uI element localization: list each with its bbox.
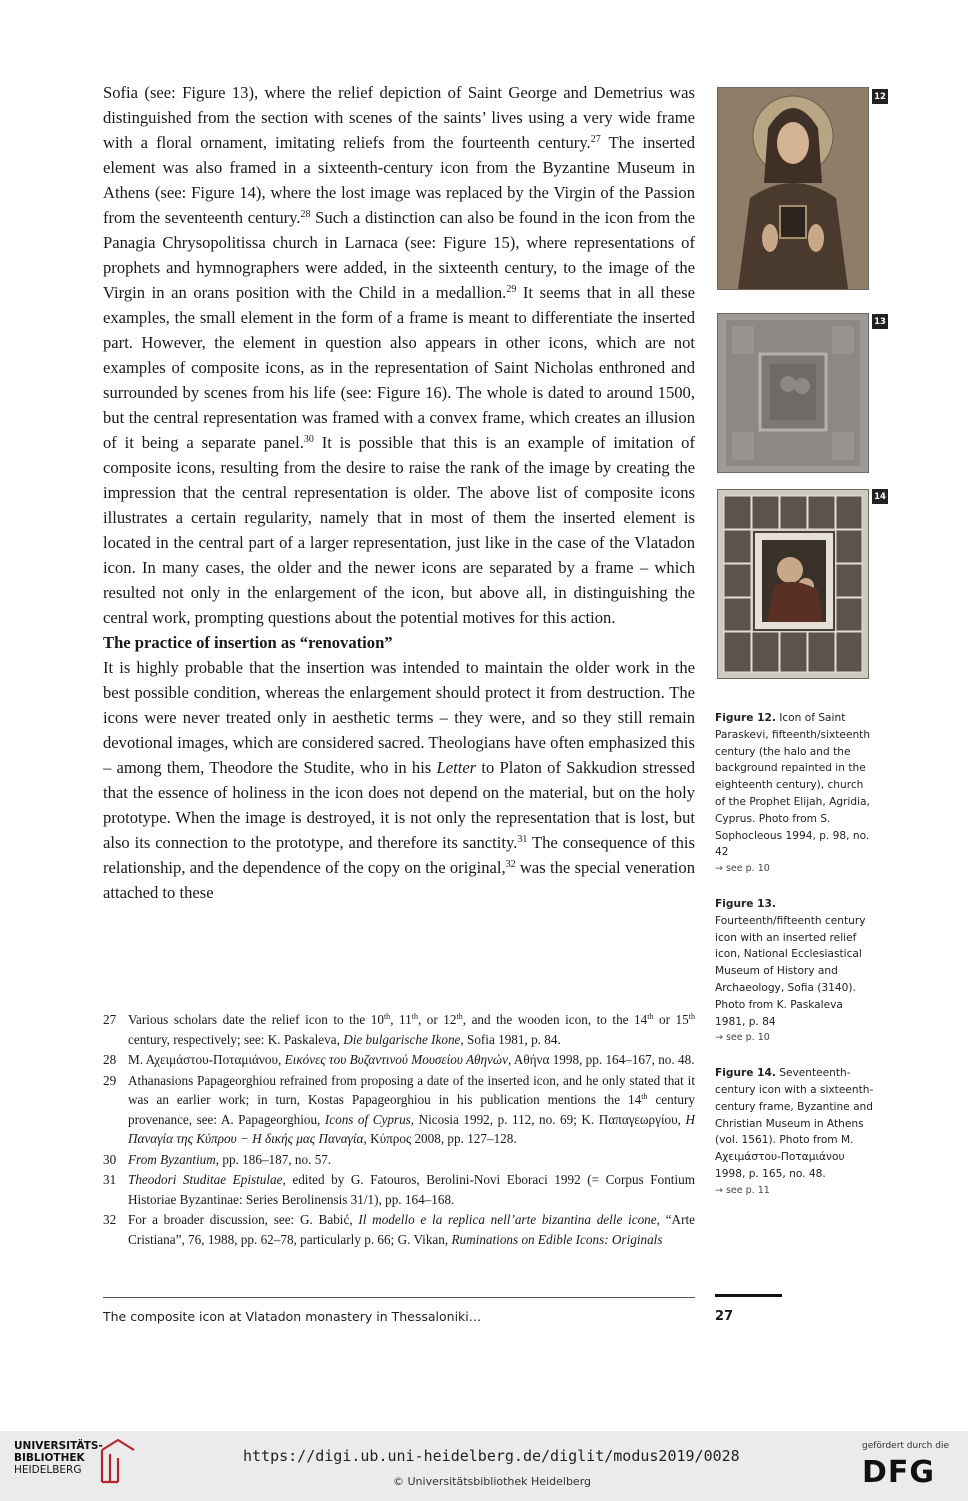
figure-captions (715, 710, 875, 1218)
footnote-number: 31 (103, 1172, 117, 1187)
see-page-link[interactable]: → see p. 10 (715, 863, 770, 875)
text-run: , Nicosia 1992, p. 112, no. 69; Κ. Παπαγεωργίου, (410, 1111, 686, 1127)
text-run: to Platon of Sakkudion stressed that the essence of holiness in the icon does not depend on the material, but on the holy prototype. When the image is destroyed, it is not only the representation that is lost, but also its connection to the prototype, and therefore its sanctity. (103, 758, 695, 852)
sup-run: th (641, 1092, 648, 1101)
text-run: or 15 (653, 1012, 689, 1027)
figure-12-number: 12 (872, 89, 888, 104)
footnotes (103, 1010, 695, 1250)
page-number-bar (715, 1294, 782, 1297)
running-title: The composite icon at Vlatadon monastery in Thessaloniki… (103, 1309, 482, 1324)
footnote-ref-29[interactable]: 29 (506, 284, 517, 295)
footnote-number: 30 (103, 1151, 117, 1167)
paragraph-1 (103, 80, 695, 630)
text-run: , edited by G. Fatouros, Berolini-Novi Eboraci 1992 (= Corpus Fontium Historiae Byzantinae: Series Berolinensis 31/1), pp. 164–168. (128, 1172, 695, 1207)
caption-text: Seventeenth-century icon with a sixteenth-century frame, Byzantine and Christian Museum in Athens (vol. 1561). Photo from M. Αχειμάστου-Ποταμιάνου 1998, p. 165, no. 48. (715, 1067, 874, 1180)
copyright-notice: © Universitätsbibliothek Heidelberg (393, 1475, 592, 1488)
section-heading: The practice of insertion as “renovation” (103, 633, 393, 652)
text-run: It is possible that this is an example of imitation of composite icons, resulting from the desire to raise the rank of the image by creating the impression that the central representation is older. The above list of composite icons illustrates a certain regularity, namely that in most of them the inserted element is located in the central part of a larger representation, just like in the case of the Vlatadon icon. In many cases, the older and the newer icons are separated by a frame – which resulted not only in the enlargement of the icon, but above all, in distinguishing the central work, prompting questions about the potential motives for this action. (103, 433, 695, 627)
footnote-text (128, 1050, 695, 1070)
caption-figure-14 (715, 1065, 875, 1199)
framed-icon-picture (718, 490, 868, 678)
text-run: For a broader discussion, see: G. Babić, (128, 1212, 359, 1227)
footnote-number: 28 (103, 1052, 117, 1067)
logo-text-line: UNIVERSITÄTS- (14, 1440, 103, 1452)
sup-run: th (456, 1012, 463, 1021)
ub-heidelberg-logo[interactable] (14, 1440, 154, 1490)
footnote-ref-28[interactable]: 28 (300, 209, 311, 220)
footnote-number: 32 (103, 1212, 117, 1227)
see-page-link[interactable]: → see p. 11 (715, 1184, 770, 1196)
text-run: It seems that in all these examples, the small element in the form of a frame is meant to differentiate the inserted part. However, the element in question also appears in other icons, which are not examples of composite icons, as in the representation of Saint Nicholas enthroned and surrounded by scenes from his life (see: Figure 16). The whole is dated to around 1500, but the central representation was framed with a convex frame, which creates an illusion of it being a separate panel. (103, 283, 695, 452)
footnote-number: 29 (103, 1072, 117, 1088)
footnote-32 (103, 1210, 695, 1249)
caption-text: Icon of Saint Paraskevi, fifteenth/sixteenth century (the halo and the background repainted in the eighteenth century), church of the Prophet Elijah, Agridia, Cyprus. Photo from S. Sophocleous 1994, p. 98, no. 42 (715, 712, 871, 859)
footnote-text (128, 1210, 695, 1249)
paragraph-2 (103, 655, 695, 905)
text-run: was the special veneration attached to these (103, 858, 695, 902)
text-run: Such a distinction can also be found in the icon from the Panagia Chrysopolitissa church in Larnaca (see: Figure 15), where representations of prophets and hymnographers were added, in the sixteenth century, to the image of the Virgin in an orans position with the Child in a medallion. (103, 208, 695, 302)
caption-figure-12 (715, 710, 875, 878)
italic-run: Il modello e la replica nell’arte bizantina delle icone (358, 1212, 657, 1227)
italic-run: From Byzantium (128, 1151, 216, 1167)
text-run: Μ. Αχειμάστου-Ποταμιάνου, (128, 1052, 285, 1067)
italic-run: Εικόνες του Βυζαντινού Μουσείου Αθηνών (284, 1052, 508, 1067)
figure-13-image[interactable] (717, 313, 869, 473)
text-run: Sofia (see: Figure 13), where the relief depiction of Saint George and Demetrius was distinguished from the section with scenes of the saints’ lives using a very wide frame with a floral ornament, imitating reliefs from the fourteenth century. (103, 83, 695, 152)
italic-run: Theodori Studitae Epistulae (128, 1172, 283, 1187)
text-run: , pp. 186–187, no. 57. (215, 1151, 332, 1167)
text-run: , 11 (390, 1012, 412, 1027)
italic-run: Letter (436, 758, 477, 777)
logo-text-line: HEIDELBERG (14, 1464, 82, 1476)
figure-13-number: 13 (872, 314, 888, 329)
text-run: , “Arte Cristiana”, 76, 1988, pp. 62–78, particularly p. 66; G. Vikan, (128, 1212, 695, 1247)
footnote-text (128, 1170, 695, 1209)
figure-12-image[interactable] (717, 87, 869, 290)
footnote-ref-27[interactable]: 27 (590, 134, 601, 145)
source-url[interactable]: https://digi.ub.uni-heidelberg.de/diglit/modus2019/0028 (243, 1447, 740, 1465)
footnote-ref-30[interactable]: 30 (303, 434, 314, 445)
text-run: Athanasions Papageorghiou refrained from proposing a date of the inserted icon, and he only stated that it was an earlier work; in turn, Kostas Papageorghiou in his publication mentions the 14 (128, 1072, 695, 1107)
footnote-30 (103, 1150, 695, 1170)
dfg-funding-text: gefördert durch die (862, 1441, 949, 1451)
italic-run: Ruminations on Edible Icons: Originals (451, 1231, 663, 1247)
saint-icon-picture (718, 88, 868, 289)
sup-run: th (688, 1012, 695, 1021)
caption-label: Figure 12. (715, 712, 776, 724)
text-run: , or 12 (417, 1012, 457, 1027)
text-run: The consequence of this relationship, and the dependence of the copy on the original, (103, 833, 695, 877)
italic-run: Die bulgarische Ikone (343, 1031, 461, 1047)
figure-14-number: 14 (872, 489, 888, 504)
page-number: 27 (715, 1309, 734, 1324)
text-run: , and the wooden icon, to the 14 (462, 1012, 648, 1027)
sup-run: th (383, 1012, 391, 1021)
caption-text: Fourteenth/fifteenth century icon with an inserted relief icon, National Ecclesiastical Museum of History and Archaeology, Sofia (3140). Photo from K. Paskaleva 1981, p. 84 (715, 914, 866, 1028)
figure-14-image[interactable] (717, 489, 869, 679)
italic-run: Icons of Cyprus (324, 1111, 411, 1127)
footnote-28 (103, 1050, 695, 1070)
text-run: , Αθήνα 1998, pp. 164–167, no. 48. (507, 1052, 695, 1067)
sup-run: th (647, 1012, 654, 1021)
italic-run: Η Παναγία της Κύπρου − Η δικής μας Παναγία (128, 1111, 695, 1146)
text-run: It is highly probable that the insertion was intended to maintain the older work in the best possible condition, whereas the enlargement should protect it from destruction. The icons were never treated only in aesthetic terms – they were, and so they still remain devotional images, which are considered sacred. Theologians have often emphasized this – among them, Theodore the Studite, who in his (103, 658, 695, 777)
main-text (103, 80, 695, 905)
text-run: century, respectively; see: K. Paskaleva, (128, 1031, 344, 1047)
footnote-ref-32[interactable]: 32 (505, 859, 516, 870)
footnote-text (128, 1150, 695, 1170)
sup-run: th (411, 1012, 418, 1021)
caption-label: Figure 14. (715, 1067, 776, 1080)
logo-text-line: BIBLIOTHEK (14, 1452, 85, 1464)
dfg-logo[interactable]: DFG (862, 1455, 936, 1490)
text-run: , Sofia 1981, p. 84. (460, 1031, 561, 1047)
ub-logo-mark-icon (98, 1438, 138, 1484)
text-run: The inserted element was also framed in a sixteenth-century icon from the Byzantine Museum in Athens (see: Figure 14), where the lost image was replaced by the Virgin of the Passion from the seventeenth century. (103, 133, 696, 227)
footnote-number: 27 (103, 1012, 117, 1027)
footnote-ref-31[interactable]: 31 (517, 834, 528, 845)
caption-label: Figure 13. (715, 897, 776, 910)
relief-icon-picture (718, 314, 868, 472)
text-run: century provenance, see: A. Papageorghiou, (128, 1092, 696, 1127)
footnote-text (128, 1071, 695, 1149)
text-run: , Κύπρος 2008, pp. 127–128. (363, 1131, 517, 1146)
footnote-29 (103, 1071, 695, 1149)
footer-divider (103, 1297, 695, 1298)
text-run: Various scholars date the relief icon to the 10 (128, 1012, 384, 1027)
caption-figure-13 (715, 896, 875, 1047)
see-page-link[interactable]: → see p. 10 (715, 1032, 770, 1044)
footnote-text (128, 1010, 695, 1049)
footnote-31 (103, 1170, 695, 1209)
footnote-27 (103, 1010, 695, 1049)
